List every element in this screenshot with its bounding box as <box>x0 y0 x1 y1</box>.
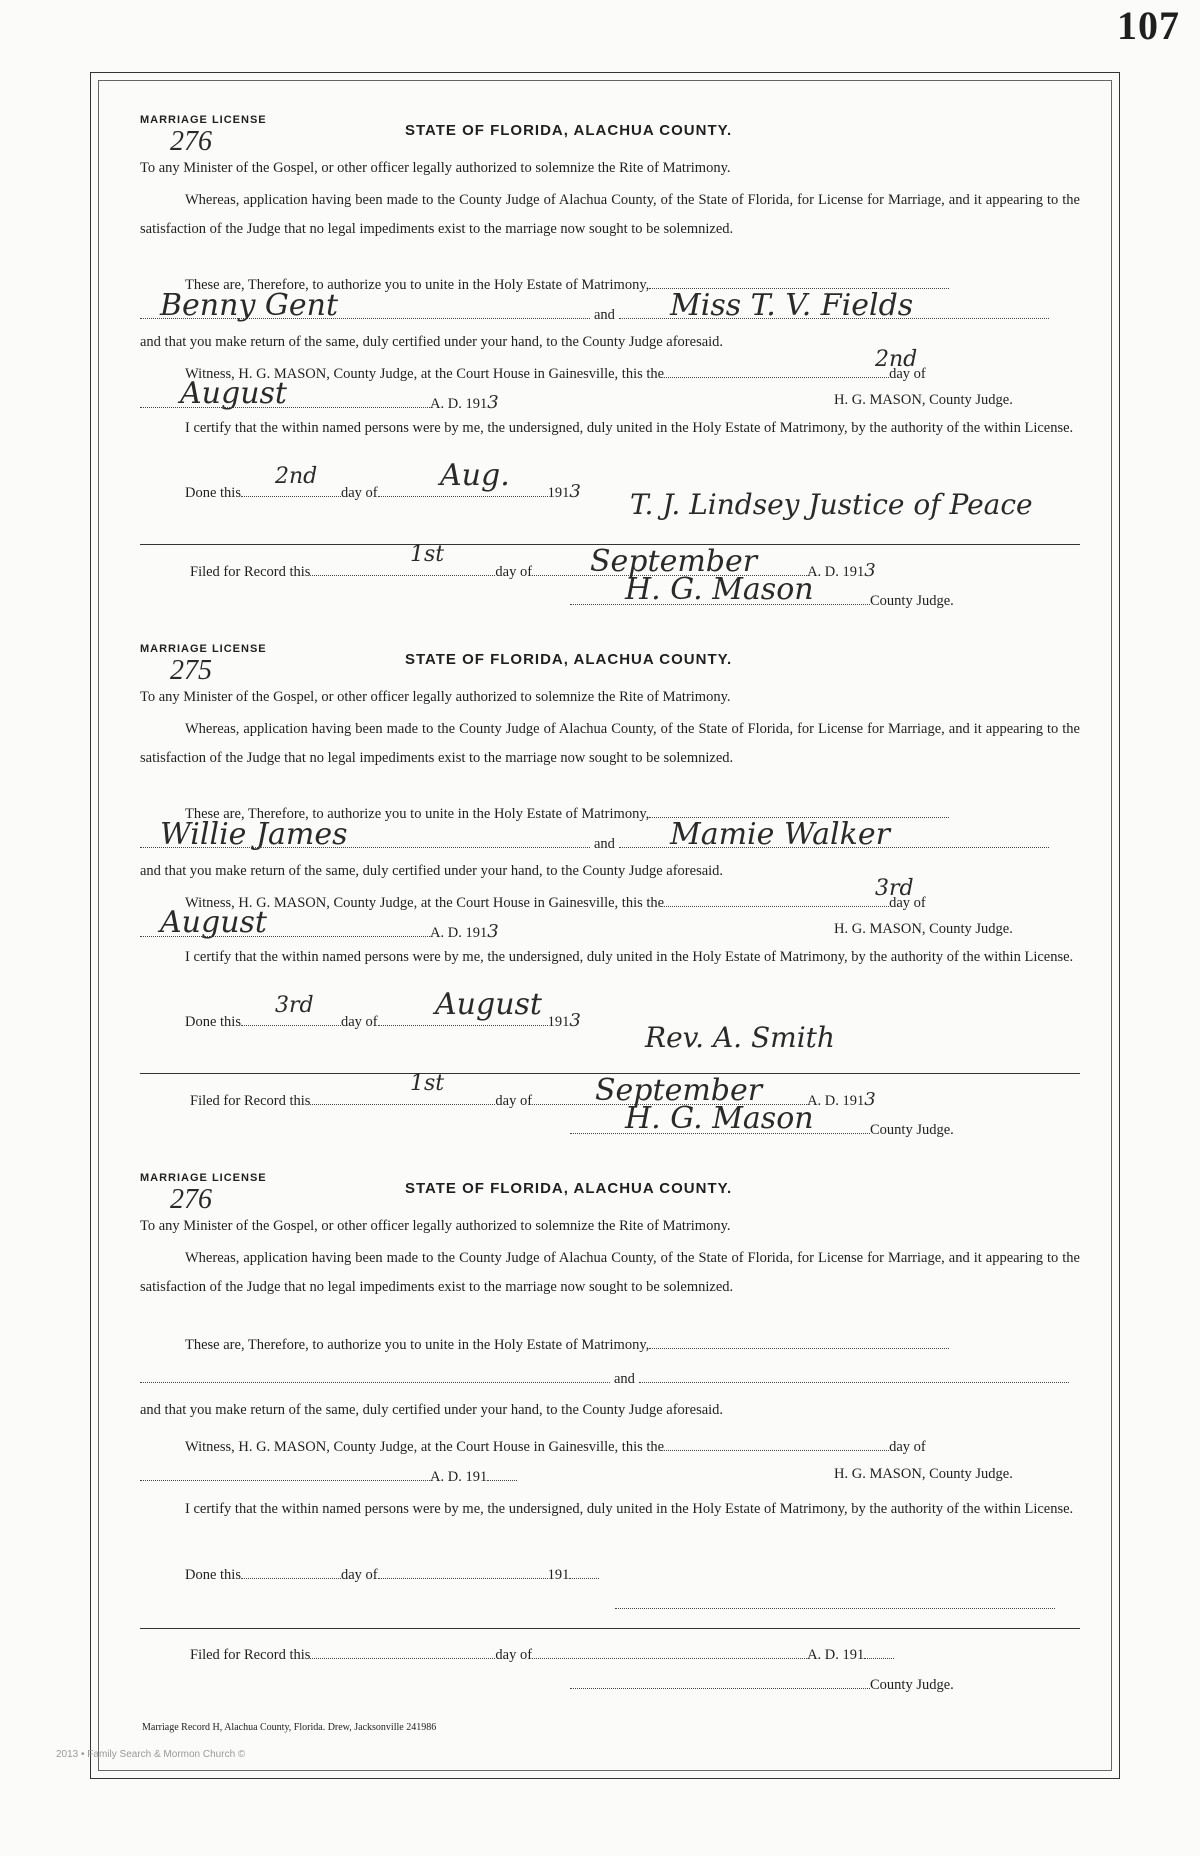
dotted-leader <box>140 833 590 848</box>
dotted-leader <box>140 922 430 937</box>
make-return-text: and that you make return of the same, duly certified under your hand, to the County Judge aforesaid. <box>140 334 724 350</box>
dotted-leader <box>140 393 430 408</box>
witness-day: 2nd <box>875 347 918 372</box>
dotted-leader <box>378 1564 548 1579</box>
filed-day: 1st <box>410 1071 445 1096</box>
year-label: 191 <box>547 1567 570 1583</box>
marriage-record-3 <box>140 1172 1080 1692</box>
dotted-leader <box>664 892 889 907</box>
filed-month: September <box>590 544 758 579</box>
state-title: STATE OF FLORIDA, ALACHUA COUNTY. <box>405 651 733 668</box>
ad-label: A. D. 191 <box>430 925 488 941</box>
done-label: Done this <box>185 485 241 501</box>
filed-label: Filed for Record this <box>190 564 311 580</box>
ad-label: A. D. 191 <box>807 1093 865 1109</box>
done-month: August <box>435 987 542 1022</box>
done-label: Done this <box>185 1014 241 1030</box>
filed-year-digit: 3 <box>864 1089 876 1110</box>
these-are-label: These are, Therefore, to authorize you to unite in the Holy Estate of Matrimony, <box>185 806 650 822</box>
day-of-label: day of <box>495 1093 533 1109</box>
witness-month: August <box>160 905 267 940</box>
names-line <box>140 1368 1069 1388</box>
state-title: STATE OF FLORIDA, ALACHUA COUNTY. <box>405 122 733 139</box>
filed-day: 1st <box>410 542 445 567</box>
ad-label: A. D. 191 <box>807 564 865 580</box>
license-label: MARRIAGE LICENSE <box>140 114 267 126</box>
dotted-leader <box>615 1594 1055 1609</box>
witness-year-digit: 3 <box>487 921 499 942</box>
officiant-signature: Rev. A. Smith <box>645 1021 835 1054</box>
dotted-leader <box>664 1436 889 1451</box>
license-number: 275 <box>170 655 212 686</box>
whereas-paragraph: Whereas, application having been made to the County Judge of Alachua County, of the State of Florida, for License for Marriage, and it appearing to the satisfaction of the Judge that no legal impediments exist to the marriage now sought to be solemnized. <box>140 721 1080 766</box>
judge-signature-print: H. G. MASON, County Judge. <box>834 921 1013 937</box>
witness-month: August <box>180 376 287 411</box>
and-label: and <box>594 836 615 852</box>
witness-day: 3rd <box>875 876 914 901</box>
officiant-line <box>615 1594 1055 1614</box>
filed-line <box>190 1644 894 1664</box>
done-label: Done this <box>185 1567 241 1583</box>
bride-name: Mamie Walker <box>670 817 890 852</box>
filed-label: Filed for Record this <box>190 1093 311 1109</box>
witness-label: Witness, H. G. MASON, County Judge, at the Court House in Gainesville, this the <box>185 366 665 382</box>
license-label: MARRIAGE LICENSE <box>140 643 267 655</box>
dotted-leader <box>649 803 949 818</box>
certify-paragraph: I certify that the within named persons were by me, the undersigned, duly united in the Holy Estate of Matrimony, by the authority of the within License. <box>185 949 1074 965</box>
day-of-label: day of <box>340 1014 378 1030</box>
page-footer: Marriage Record H, Alachua County, Florida. Drew, Jacksonville 241986 <box>142 1722 437 1733</box>
make-return-text: and that you make return of the same, duly certified under your hand, to the County Judge aforesaid. <box>140 1402 724 1418</box>
day-of-label: day of <box>495 564 533 580</box>
dotted-leader <box>140 1466 430 1481</box>
day-of-label: day of <box>495 1647 533 1663</box>
and-label: and <box>594 307 615 323</box>
license-label: MARRIAGE LICENSE <box>140 1172 267 1184</box>
dotted-leader <box>310 1644 495 1659</box>
filed-label: Filed for Record this <box>190 1647 311 1663</box>
dotted-leader <box>639 1368 1069 1383</box>
done-day: 2nd <box>275 464 318 489</box>
judge-handwritten-signature: H. G. Mason <box>625 572 814 607</box>
judge-handwritten-signature: H. G. Mason <box>625 1101 814 1136</box>
dotted-leader <box>864 1644 894 1659</box>
witness-line <box>185 892 926 912</box>
dotted-leader <box>649 274 949 289</box>
dotted-leader <box>487 1466 517 1481</box>
officiant-signature: T. J. Lindsey Justice of Peace <box>630 488 1033 521</box>
done-year-digit: 3 <box>569 481 581 502</box>
whereas-paragraph: Whereas, application having been made to the County Judge of Alachua County, of the State of Florida, for License for Marriage, and it appearing to the satisfaction of the Judge that no legal impediments exist to the marriage now sought to be solemnized. <box>140 192 1080 237</box>
bride-name: Miss T. V. Fields <box>670 288 914 323</box>
witness-label: Witness, H. G. MASON, County Judge, at the Court House in Gainesville, this the <box>185 895 665 911</box>
ad-label: A. D. 191 <box>430 1469 488 1485</box>
witness-line <box>185 1436 926 1456</box>
names-line <box>140 833 1049 853</box>
year-label: 191 <box>547 485 570 501</box>
county-judge-label: County Judge. <box>870 593 954 609</box>
dotted-leader <box>310 561 495 576</box>
certify-paragraph: I certify that the within named persons were by me, the undersigned, duly united in the Holy Estate of Matrimony, by the authority of the within License. <box>185 420 1074 436</box>
dotted-leader <box>310 1090 495 1105</box>
dotted-leader <box>664 363 889 378</box>
judge-signature-print: H. G. MASON, County Judge. <box>834 392 1013 408</box>
marriage-record-2 <box>140 643 1080 1143</box>
filed-year-digit: 3 <box>864 560 876 581</box>
marriage-record-1 <box>140 114 1080 614</box>
to-any-minister: To any Minister of the Gospel, or other officer legally authorized to solemnize the Rite of Matrimony. <box>140 160 731 176</box>
year-label: 191 <box>547 1014 570 1030</box>
day-of-label: day of <box>340 485 378 501</box>
license-number: 276 <box>170 126 212 157</box>
county-judge-label: County Judge. <box>870 1122 954 1138</box>
page-number: 107 <box>1117 3 1180 48</box>
make-return-text: and that you make return of the same, duly certified under your hand, to the County Judge aforesaid. <box>140 863 724 879</box>
dotted-leader <box>140 304 590 319</box>
and-label: and <box>614 1371 635 1387</box>
certify-paragraph: I certify that the within named persons were by me, the undersigned, duly united in the Holy Estate of Matrimony, by the authority of the within License. <box>185 1501 1074 1517</box>
ad-label: A. D. 191 <box>430 396 488 412</box>
dotted-leader <box>569 1564 599 1579</box>
dotted-leader <box>140 1368 610 1383</box>
groom-name: Benny Gent <box>160 288 339 323</box>
state-title: STATE OF FLORIDA, ALACHUA COUNTY. <box>405 1180 733 1197</box>
day-of-label: day of <box>889 895 926 911</box>
dotted-leader <box>532 1644 807 1659</box>
witness-line <box>185 363 926 383</box>
judge-signature-print: H. G. MASON, County Judge. <box>834 1466 1013 1482</box>
dotted-leader <box>241 1564 341 1579</box>
these-are-label: These are, Therefore, to authorize you to unite in the Holy Estate of Matrimony, <box>185 277 650 293</box>
these-are-label: These are, Therefore, to authorize you to unite in the Holy Estate of Matrimony, <box>185 1337 650 1353</box>
county-judge-label: County Judge. <box>870 1677 954 1693</box>
whereas-paragraph: Whereas, application having been made to the County Judge of Alachua County, of the State of Florida, for License for Marriage, and it appearing to the satisfaction of the Judge that no legal impediments exist to the marriage now sought to be solemnized. <box>140 1250 1080 1295</box>
watermark: 2013 • Family Search & Mormon Church © <box>56 1749 246 1760</box>
done-day: 3rd <box>275 993 314 1018</box>
ad-line <box>140 1466 517 1486</box>
to-any-minister: To any Minister of the Gospel, or other officer legally authorized to solemnize the Rite of Matrimony. <box>140 1218 731 1234</box>
done-line <box>185 1564 599 1584</box>
groom-name: Willie James <box>160 817 348 852</box>
day-of-label: day of <box>340 1567 378 1583</box>
these-are-text <box>185 1334 949 1354</box>
license-number: 276 <box>170 1184 212 1215</box>
witness-label: Witness, H. G. MASON, County Judge, at the Court House in Gainesville, this the <box>185 1439 665 1455</box>
dotted-leader <box>570 1674 870 1689</box>
done-month: Aug. <box>440 458 510 493</box>
day-of-label: day of <box>889 366 926 382</box>
county-judge-line <box>570 1674 954 1694</box>
done-year-digit: 3 <box>569 1010 581 1031</box>
ad-label: A. D. 191 <box>807 1647 865 1663</box>
done-line <box>185 481 581 502</box>
dotted-leader <box>649 1334 949 1349</box>
ad-line <box>140 921 499 942</box>
to-any-minister: To any Minister of the Gospel, or other officer legally authorized to solemnize the Rite of Matrimony. <box>140 689 731 705</box>
filed-month: September <box>595 1073 763 1108</box>
record-divider <box>140 1628 1080 1629</box>
day-of-label: day of <box>889 1439 926 1455</box>
witness-year-digit: 3 <box>487 392 499 413</box>
ad-line <box>140 392 499 413</box>
